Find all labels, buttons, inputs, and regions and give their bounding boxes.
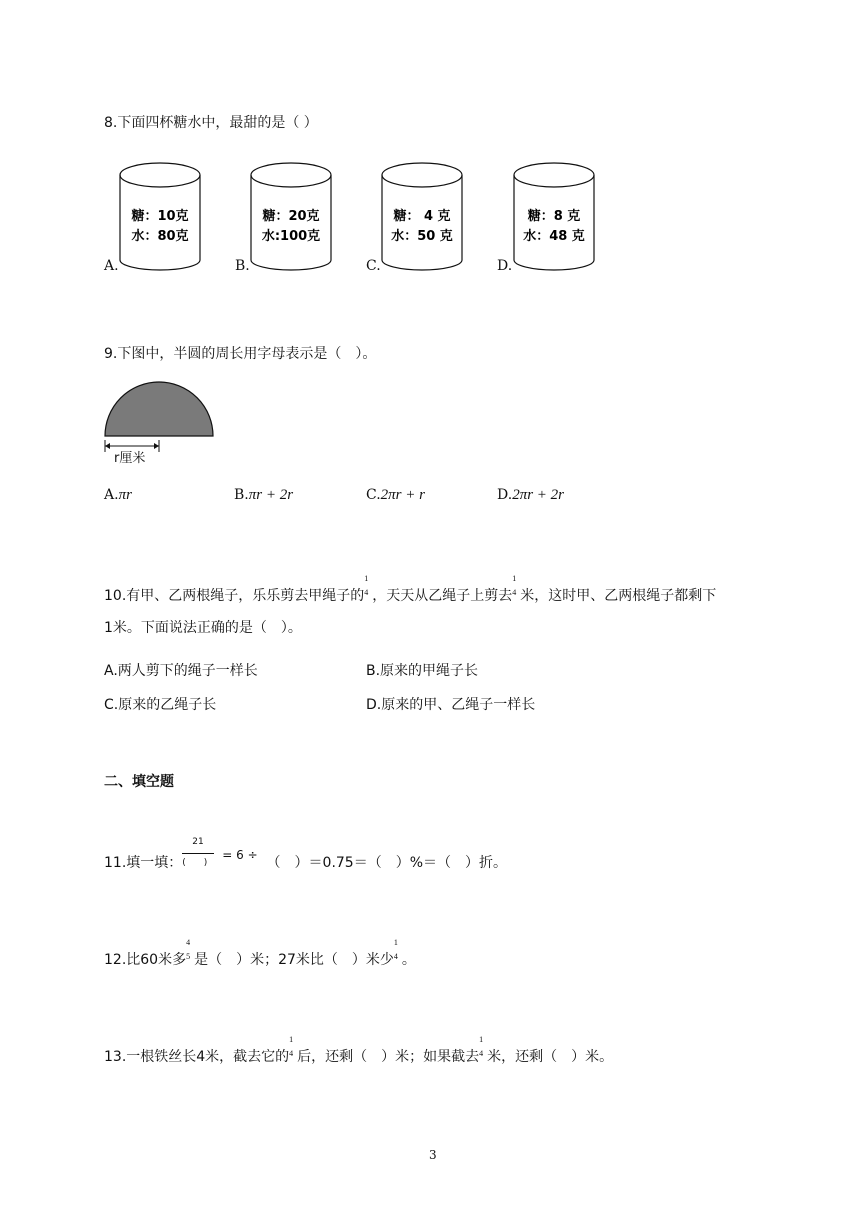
- cup-c-water: 水：50 克: [391, 229, 453, 244]
- q10-line2: 1米。下面说法正确的是（ ）。: [104, 620, 302, 636]
- q10-line1: 10.有甲、乙两根绳子，乐乐剪去甲绳子的 1 4 ，天天从乙绳子上剪去 1 4 米，这时甲、乙两根绳子都剩下: [104, 574, 717, 604]
- q12-line: 12.比60米多 4 5 是（ ）米；27米比（ ）米少 1 4 。: [104, 938, 416, 968]
- fraction-1-4: 1 4: [479, 1035, 484, 1058]
- cup-c-sugar: 糖： 4 克: [393, 209, 451, 224]
- radius-label: r厘米: [114, 451, 146, 466]
- q9-option-d: D.2πr + 2r: [497, 487, 564, 503]
- cup-b-sugar: 糖：20克: [262, 209, 320, 224]
- fraction-1-4: 1 4: [364, 574, 369, 597]
- fraction-1-4: 1 4: [512, 574, 517, 597]
- cup-d-sugar: 糖：8 克: [527, 209, 581, 224]
- cup-d: [514, 163, 594, 270]
- cup-b-letter: B.: [235, 258, 250, 274]
- cup-c-letter: C.: [366, 258, 381, 274]
- cup-d-water: 水：48 克: [523, 229, 585, 244]
- q13-line: 13.一根铁丝长4米，截去它的 1 4 后，还剩（ ）米；如果截去 1 4 米，还剩（ ）米。: [104, 1035, 614, 1065]
- q9-option-a: A.πr: [104, 487, 132, 503]
- cup-a-water: 水：80克: [131, 229, 189, 244]
- q8-cups-figure: [100, 150, 620, 280]
- page-number: 3: [429, 1148, 437, 1162]
- cup-b-water: 水:100克: [261, 229, 321, 244]
- cup-d-letter: D.: [497, 258, 513, 274]
- fraction-1-4: 1 4: [289, 1035, 294, 1058]
- fraction-21-over-blank: 21 ( ): [182, 853, 222, 867]
- cup-a-sugar: 糖：10克: [131, 209, 189, 224]
- q10-option-c: C.原来的乙绳子长: [104, 697, 217, 713]
- cup-a: [120, 163, 200, 270]
- q9-option-c: C.2πr + r: [366, 487, 425, 503]
- q9-option-b: B.πr + 2r: [234, 487, 294, 503]
- q11-line: 11.填一填： 21 ( ) = 6 ÷ （ ）＝0.75＝（ ）%＝（ ）折。: [104, 837, 508, 871]
- fraction-1-4: 1 4: [393, 938, 398, 961]
- cup-b: [251, 163, 331, 270]
- q8-text: 8.下面四杯糖水中，最甜的是（ ）: [104, 115, 318, 131]
- cup-c: [382, 163, 462, 270]
- q10-option-a: A.两人剪下的绳子一样长: [104, 663, 258, 679]
- cup-a-letter: A.: [104, 258, 119, 274]
- q10-option-b: B.原来的甲绳子长: [366, 663, 479, 679]
- section-title: 二、填空题: [104, 774, 174, 790]
- fraction-4-5: 4 5: [186, 938, 191, 961]
- q10-option-d: D.原来的甲、乙绳子一样长: [366, 697, 536, 713]
- q9-text: 9.下图中，半圆的周长用字母表示是（ ）。: [104, 346, 377, 362]
